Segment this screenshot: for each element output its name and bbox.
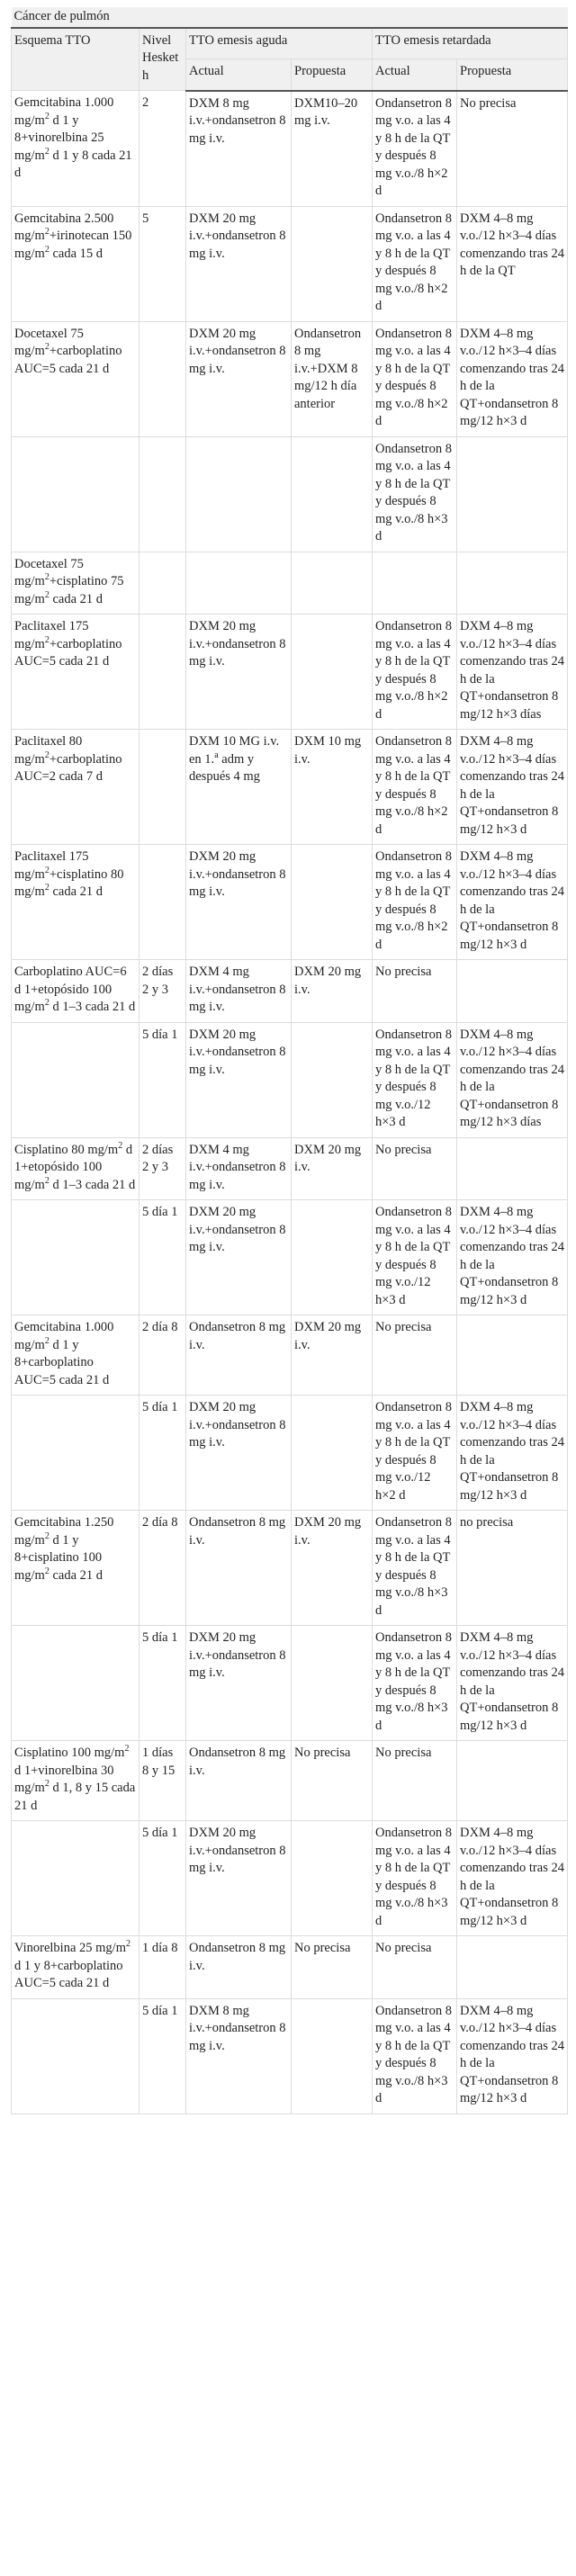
- cell-aguda-actual: DXM 20 mg i.v.+ondansetron 8 mg i.v.: [186, 1821, 292, 1936]
- table-row: [12, 1022, 568, 1137]
- cell-nivel-hesketh: 1 día 8: [140, 1936, 186, 1999]
- cell-aguda-actual: DXM 20 mg i.v.+ondansetron 8 mg i.v.: [186, 615, 292, 730]
- cell-aguda-actual: Ondansetron 8 mg i.v.: [186, 1315, 292, 1396]
- cell-aguda-propuesta: No precisa: [292, 1936, 373, 1999]
- cell-aguda-propuesta: [292, 436, 373, 552]
- table-row: [12, 1626, 568, 1741]
- cell-nivel-hesketh: 5: [140, 206, 186, 321]
- table-row: [12, 91, 568, 207]
- cell-nivel-hesketh: 5 día 1: [140, 1821, 186, 1936]
- cell-retardada-propuesta: DXM 4–8 mg v.o./12 h×3–4 días comenzando tras 24 h de la QT+ondansetron 8 mg/12 h×3 d: [457, 1396, 568, 1511]
- cell-esquema: Vinorelbina 25 $mg/m^2$ d 1 y 8+carboplatino AUC=5 cada 21 d: [12, 1936, 140, 1999]
- table-row: [12, 1511, 568, 1626]
- cell-aguda-actual: Ondansetron 8 mg i.v.: [186, 1511, 292, 1626]
- cell-aguda-propuesta: No precisa: [292, 1741, 373, 1821]
- cell-retardada-actual: Ondansetron 8 mg v.o. a las 4 y 8 h de la QT y después 8 mg v.o./8 h×3 d: [373, 436, 457, 552]
- header-emesis-aguda: TTO emesis aguda: [186, 28, 373, 59]
- cell-esquema: [12, 1998, 140, 2114]
- cell-esquema: Paclitaxel 80 $mg/m^2+carboplatino$ AUC=2 cada 7 d: [12, 730, 140, 845]
- cell-retardada-actual: Ondansetron 8 mg v.o. a las 4 y 8 h de la QT y después 8 mg v.o./8 h×2 d: [373, 615, 457, 730]
- table-row: [12, 845, 568, 960]
- table-caption: Cáncer de pulmón: [12, 7, 568, 28]
- cell-aguda-propuesta: [292, 552, 373, 615]
- cell-retardada-actual: Ondansetron 8 mg v.o. a las 4 y 8 h de la QT y después 8 mg v.o./8 h×2 d: [373, 206, 457, 321]
- cell-retardada-actual: Ondansetron 8 mg v.o. a las 4 y 8 h de la QT y después 8 mg v.o./12 h×2 d: [373, 1396, 457, 1511]
- cell-esquema: Docetaxel 75 $mg/m^2+carboplatino$ AUC=5 cada 21 d: [12, 321, 140, 436]
- cell-esquema: Paclitaxel 175 $mg/m^2+carboplatino$ AUC=5 cada 21 d: [12, 615, 140, 730]
- cell-nivel-hesketh: [140, 321, 186, 436]
- cell-retardada-propuesta: [457, 1315, 568, 1396]
- cell-retardada-actual: No precisa: [373, 1315, 457, 1396]
- table-row: [12, 436, 568, 552]
- cell-nivel-hesketh: 2 días 2 y 3: [140, 960, 186, 1023]
- cell-esquema: Gemcitabina 1.000 $mg/m^2$ d 1 y 8+vinorelbina 25 $mg/m^2$ d 1 y 8 cada 21 d: [12, 91, 140, 207]
- cell-retardada-actual: Ondansetron 8 mg v.o. a las 4 y 8 h de la QT y después 8 mg v.o./8 h×3 d: [373, 1998, 457, 2114]
- cell-retardada-actual: Ondansetron 8 mg v.o. a las 4 y 8 h de la QT y después 8 mg v.o./12 h×3 d: [373, 1022, 457, 1137]
- cell-retardada-actual: No precisa: [373, 1936, 457, 1999]
- cell-retardada-actual: Ondansetron 8 mg v.o. a las 4 y 8 h de la QT y después 8 mg v.o./8 h×3 d: [373, 1626, 457, 1741]
- cell-aguda-actual: [186, 552, 292, 615]
- cell-retardada-propuesta: [457, 1936, 568, 1999]
- cell-retardada-actual: Ondansetron 8 mg v.o. a las 4 y 8 h de la QT y después 8 mg v.o./12 h×3 d: [373, 1200, 457, 1315]
- cell-esquema: Gemcitabina 1.250 $mg/m^2$ d 1 y 8+cisplatino 100 $mg/m^2$ cada 21 d: [12, 1511, 140, 1626]
- cell-retardada-propuesta: DXM 4–8 mg v.o./12 h×3–4 días comenzando tras 24 h de la QT+ondansetron 8 mg/12 h×3 d: [457, 1821, 568, 1936]
- cell-nivel-hesketh: [140, 436, 186, 552]
- cell-aguda-actual: DXM 20 mg i.v.+ondansetron 8 mg i.v.: [186, 845, 292, 960]
- table-row: [12, 960, 568, 1023]
- cell-nivel-hesketh: 5 día 1: [140, 1998, 186, 2114]
- cell-aguda-actual: DXM 20 mg i.v.+ondansetron 8 mg i.v.: [186, 1626, 292, 1741]
- cell-aguda-actual: DXM 10 MG i.v. en 1.$^a$ adm y después 4 mg: [186, 730, 292, 845]
- cell-retardada-propuesta: DXM 4–8 mg v.o./12 h×3–4 días comenzando tras 24 h de la QT+ondansetron 8 mg/12 h×3 d: [457, 1626, 568, 1741]
- cell-retardada-actual: Ondansetron 8 mg v.o. a las 4 y 8 h de la QT y después 8 mg v.o./8 h×3 d: [373, 1511, 457, 1626]
- cell-esquema: [12, 1626, 140, 1741]
- cell-nivel-hesketh: 2 día 8: [140, 1315, 186, 1396]
- cell-retardada-propuesta: [457, 436, 568, 552]
- cell-retardada-propuesta: DXM 4–8 mg v.o./12 h×3–4 días comenzando tras 24 h de la QT+ondansetron 8 mg/12 h×3 días: [457, 1022, 568, 1137]
- cell-aguda-actual: DXM 8 mg i.v.+ondansetron 8 mg i.v.: [186, 1998, 292, 2114]
- antiemetic-table: [11, 7, 568, 2114]
- cell-retardada-propuesta: [457, 1741, 568, 1821]
- table-row: [12, 1315, 568, 1396]
- cell-esquema: Cisplatino 80 $mg/m^2$ d 1+etopósido 100 $mg/m^2$ d 1–3 cada 21 d: [12, 1137, 140, 1200]
- cell-nivel-hesketh: [140, 615, 186, 730]
- table-row: [12, 552, 568, 615]
- cell-nivel-hesketh: 2 día 8: [140, 1511, 186, 1626]
- table-row: [12, 1741, 568, 1821]
- caption-row: [12, 7, 568, 28]
- table-row: [12, 206, 568, 321]
- cell-aguda-propuesta: [292, 1200, 373, 1315]
- cell-aguda-propuesta: [292, 1821, 373, 1936]
- cell-nivel-hesketh: [140, 730, 186, 845]
- cell-nivel-hesketh: 5 día 1: [140, 1022, 186, 1137]
- cell-retardada-propuesta: DXM 4–8 mg v.o./12 h×3–4 días comenzando tras 24 h de la QT+ondansetron 8 mg/12 h×3 días: [457, 615, 568, 730]
- cell-aguda-actual: DXM 20 mg i.v.+ondansetron 8 mg i.v.: [186, 1022, 292, 1137]
- header-retardada-propuesta: Propuesta: [457, 59, 568, 91]
- cell-esquema: Gemcitabina 1.000 $mg/m^2$ d 1 y 8+carboplatino AUC=5 cada 21 d: [12, 1315, 140, 1396]
- table-row: [12, 1200, 568, 1315]
- header-esquema: Esquema TTO: [12, 28, 140, 91]
- cell-retardada-propuesta: DXM 4–8 mg v.o./12 h×3–4 días comenzando tras 24 h de la QT+ondansetron 8 mg/12 h×3 d: [457, 845, 568, 960]
- cell-nivel-hesketh: [140, 845, 186, 960]
- cell-retardada-actual: Ondansetron 8 mg v.o. a las 4 y 8 h de la QT y después 8 mg v.o./8 h×2 d: [373, 730, 457, 845]
- header-retardada-actual: Actual: [373, 59, 457, 91]
- cell-retardada-actual: Ondansetron 8 mg v.o. a las 4 y 8 h de la QT y después 8 mg v.o./8 h×3 d: [373, 1821, 457, 1936]
- table-body: [12, 91, 568, 2114]
- cell-retardada-propuesta: no precisa: [457, 1511, 568, 1626]
- cell-esquema: [12, 1396, 140, 1511]
- cell-nivel-hesketh: 5 día 1: [140, 1396, 186, 1511]
- cell-retardada-propuesta: [457, 552, 568, 615]
- cell-esquema: Docetaxel 75 $mg/m^2+cisplatino$ 75 $mg/m^2$ cada 21 d: [12, 552, 140, 615]
- table-row: [12, 1821, 568, 1936]
- cell-aguda-propuesta: [292, 1998, 373, 2114]
- cell-esquema: Gemcitabina 2.500 $mg/m^2+irinotecan$ 150 $mg/m^2$ cada 15 d: [12, 206, 140, 321]
- cell-retardada-propuesta: No precisa: [457, 91, 568, 207]
- cell-retardada-actual: No precisa: [373, 1741, 457, 1821]
- header-aguda-actual: Actual: [186, 59, 292, 91]
- table-row: [12, 1137, 568, 1200]
- table-row: [12, 1998, 568, 2114]
- cell-esquema: Paclitaxel 175 $mg/m^2+cisplatino$ 80 $mg/m^2$ cada 21 d: [12, 845, 140, 960]
- cell-aguda-actual: DXM 20 mg i.v.+ondansetron 8 mg i.v.: [186, 1396, 292, 1511]
- cell-aguda-propuesta: [292, 615, 373, 730]
- table-row: [12, 1936, 568, 1999]
- cell-aguda-propuesta: DXM 20 mg i.v.: [292, 960, 373, 1023]
- header-aguda-propuesta: Propuesta: [292, 59, 373, 91]
- header-emesis-retardada: TTO emesis retardada: [373, 28, 568, 59]
- table-row: [12, 730, 568, 845]
- cell-aguda-actual: Ondansetron 8 mg i.v.: [186, 1741, 292, 1821]
- cell-retardada-propuesta: [457, 1137, 568, 1200]
- cell-aguda-propuesta: DXM 10 mg i.v.: [292, 730, 373, 845]
- cell-retardada-actual: No precisa: [373, 1137, 457, 1200]
- cell-nivel-hesketh: 5 día 1: [140, 1200, 186, 1315]
- cell-aguda-actual: DXM 20 mg i.v.+ondansetron 8 mg i.v.: [186, 206, 292, 321]
- cell-retardada-propuesta: DXM 4–8 mg v.o./12 h×3–4 días comenzando tras 24 h de la QT+ondansetron 8 mg/12 h×3 d: [457, 1200, 568, 1315]
- cell-aguda-propuesta: DXM 20 mg i.v.: [292, 1137, 373, 1200]
- cell-aguda-actual: DXM 20 mg i.v.+ondansetron 8 mg i.v.: [186, 321, 292, 436]
- cell-nivel-hesketh: 2 días 2 y 3: [140, 1137, 186, 1200]
- cell-retardada-propuesta: DXM 4–8 mg v.o./12 h×3–4 días comenzando tras 24 h de la QT+ondansetron 8 mg/12 h×3 d: [457, 1998, 568, 2114]
- cell-esquema: [12, 1821, 140, 1936]
- cell-aguda-propuesta: [292, 206, 373, 321]
- header-row-top: [12, 28, 568, 59]
- cell-nivel-hesketh: 1 días 8 y 15: [140, 1741, 186, 1821]
- cell-aguda-propuesta: [292, 1022, 373, 1137]
- cell-aguda-propuesta: DXM10–20 mg i.v.: [292, 91, 373, 207]
- cell-retardada-actual: Ondansetron 8 mg v.o. a las 4 y 8 h de la QT y después 8 mg v.o./8 h×2 d: [373, 321, 457, 436]
- header-nivel-hesketh: Nivel Hesketh: [140, 28, 186, 91]
- table-row: [12, 1396, 568, 1511]
- cell-nivel-hesketh: [140, 552, 186, 615]
- cell-retardada-actual: Ondansetron 8 mg v.o. a las 4 y 8 h de la QT y después 8 mg v.o./8 h×2 d: [373, 91, 457, 207]
- cell-retardada-propuesta: DXM 4–8 mg v.o./12 h×3–4 días comenzando tras 24 h de la QT: [457, 206, 568, 321]
- cell-esquema: [12, 1200, 140, 1315]
- cell-esquema: [12, 1022, 140, 1137]
- cell-retardada-actual: No precisa: [373, 960, 457, 1023]
- cell-retardada-actual: Ondansetron 8 mg v.o. a las 4 y 8 h de la QT y después 8 mg v.o./8 h×2 d: [373, 845, 457, 960]
- cell-retardada-propuesta: DXM 4–8 mg v.o./12 h×3–4 días comenzando tras 24 h de la QT+ondansetron 8 mg/12 h×3 d: [457, 321, 568, 436]
- cell-retardada-actual: [373, 552, 457, 615]
- cell-aguda-propuesta: [292, 1396, 373, 1511]
- cell-retardada-propuesta: [457, 960, 568, 1023]
- cell-aguda-propuesta: [292, 845, 373, 960]
- cell-aguda-propuesta: DXM 20 mg i.v.: [292, 1511, 373, 1626]
- cell-aguda-actual: Ondansetron 8 mg i.v.: [186, 1936, 292, 1999]
- cell-esquema: [12, 436, 140, 552]
- table-row: [12, 615, 568, 730]
- cell-esquema: Cisplatino 100 $mg/m^2$ d 1+vinorelbina 30 $mg/m^2$ d 1, 8 y 15 cada 21 d: [12, 1741, 140, 1821]
- cell-aguda-actual: DXM 4 mg i.v.+ondansetron 8 mg i.v.: [186, 1137, 292, 1200]
- cell-nivel-hesketh: 2: [140, 91, 186, 207]
- cell-aguda-actual: DXM 4 mg i.v.+ondansetron 8 mg i.v.: [186, 960, 292, 1023]
- cell-aguda-actual: DXM 8 mg i.v.+ondansetron 8 mg i.v.: [186, 91, 292, 207]
- cell-aguda-actual: DXM 20 mg i.v.+ondansetron 8 mg i.v.: [186, 1200, 292, 1315]
- cell-aguda-propuesta: DXM 20 mg i.v.: [292, 1315, 373, 1396]
- cell-nivel-hesketh: 5 día 1: [140, 1626, 186, 1741]
- cell-retardada-propuesta: DXM 4–8 mg v.o./12 h×3–4 días comenzando tras 24 h de la QT+ondansetron 8 mg/12 h×3 d: [457, 730, 568, 845]
- cell-aguda-actual: [186, 436, 292, 552]
- table-row: [12, 321, 568, 436]
- cell-aguda-propuesta: [292, 1626, 373, 1741]
- cell-esquema: Carboplatino AUC=6 d 1+etopósido 100 $mg/m^2$ d 1–3 cada 21 d: [12, 960, 140, 1023]
- cell-aguda-propuesta: Ondansetron 8 mg i.v.+DXM 8 mg/12 h día anterior: [292, 321, 373, 436]
